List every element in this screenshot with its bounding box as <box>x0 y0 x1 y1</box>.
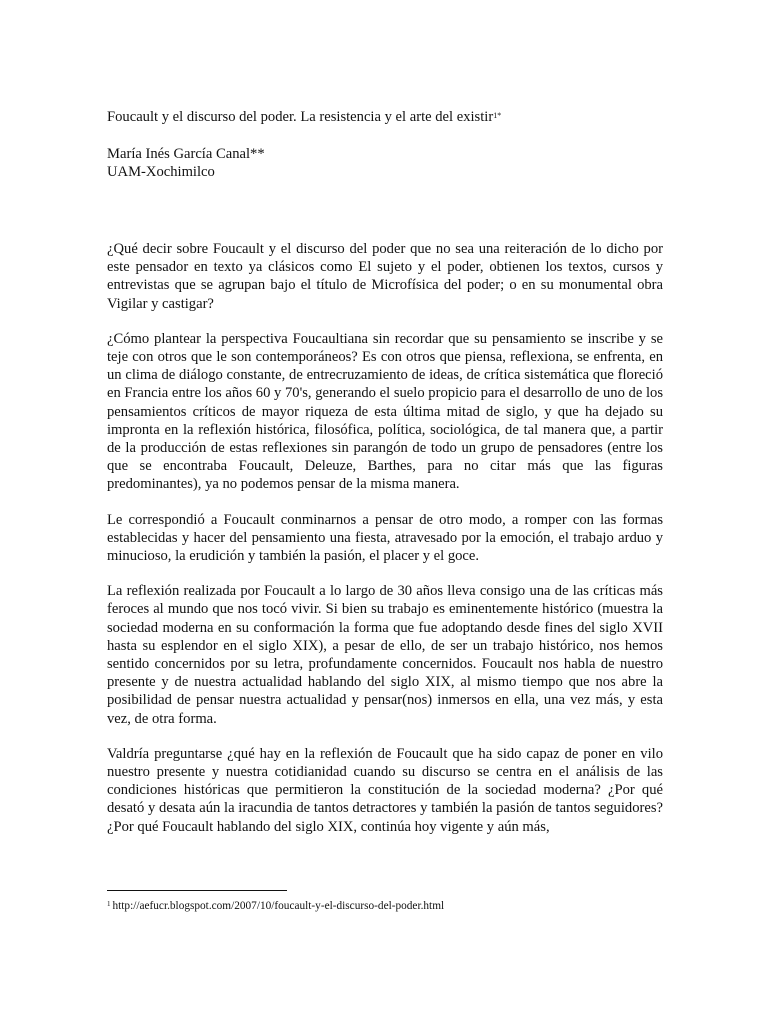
title-text: Foucault y el discurso del poder. La resistencia y el arte del existir <box>107 109 494 125</box>
author-affiliation: UAM-Xochimilco <box>107 164 215 180</box>
document-title <box>107 108 663 127</box>
footnote-marker: 1 <box>107 900 111 908</box>
author-block <box>107 145 663 182</box>
title-footnote-marker: 1* <box>493 111 502 120</box>
document-body <box>107 240 663 853</box>
footnote <box>107 899 663 913</box>
footnote-divider <box>107 890 287 891</box>
footnote-url: http://aefucr.blogspot.com/2007/10/foucault-y-el-discurso-del-poder.html <box>112 900 445 912</box>
paragraph: La reflexión realizada por Foucault a lo largo de 30 años lleva consigo una de las críticas más feroces al mundo que nos tocó vivir. Si bien su trabajo es eminentemente histórico (muestra la sociedad moderna en su conformación la forma que fue adoptando desde fines del siglo XVII hasta su esplendor en el siglo XIX), a pesar de ello, de ser un trabajo histórico, nos hemos sentido concernidos por su letra, profundamente concernidos. Foucault nos habla de nuestro presente y de nuestra actualidad hablando del siglo XIX, al mismo tiempo que nos abre la posibilidad de pensar nuestra actualidad y pensar(nos) inmersos en ella, una vez más, y esta vez, de otra forma. <box>107 583 663 727</box>
paragraph: ¿Cómo plantear la perspectiva Foucaultiana sin recordar que su pensamiento se inscribe y se teje con otros que le son contemporáneos? Es con otros que piensa, reflexiona, se enfrenta, en un clima de diálogo constante, de entrecruzamiento de ideas, de crítica sistemática que floreció en Francia entre los años 60 y 70's, generando el suelo propicio para el desarrollo de uno de los pensamientos críticos de mayor riqueza de esta última mitad de siglo, y que ha dejado su impronta en la reflexión histórica, filosófica, política, sociológica, de tal manera que, a partir de la producción de estas reflexiones sin parangón de todo un grupo de pensadores (entre los que se encontraba Foucault, Deleuze, Barthes, para no citar más que las figuras predominantes), ya no podemos pensar de la misma manera. <box>107 330 663 493</box>
paragraph: Valdría preguntarse ¿qué hay en la reflexión de Foucault que ha sido capaz de poner en vilo nuestro presente y nuestra cotidianidad cuando su discurso se centra en el análisis de las condiciones históricas que permitieron la constitución de la sociedad moderna? ¿Por qué desató y desata aún la iracundia de tantos detractores y también la pasión de tantos seguidores? ¿Por qué Foucault hablando del siglo XIX, continúa hoy vigente y aún más, <box>107 745 663 835</box>
document-header <box>107 108 663 182</box>
author-name: María Inés García Canal** <box>107 145 265 162</box>
paragraph: ¿Qué decir sobre Foucault y el discurso del poder que no sea una reiteración de lo dicho por este pensador en texto ya clásicos como El sujeto y el poder, obtienen los textos, cursos y entrevistas que se agrupan bajo el título de Microfísica del poder; o en su monumental obra Vigilar y castigar? <box>107 241 663 312</box>
paragraph: Le correspondió a Foucault conminarnos a pensar de otro modo, a romper con las formas establecidas y hacer del pensamiento una fiesta, atravesado por la emoción, el trabajo arduo y minucioso, la erudición y también la pasión, el placer y el goce. <box>107 511 663 565</box>
